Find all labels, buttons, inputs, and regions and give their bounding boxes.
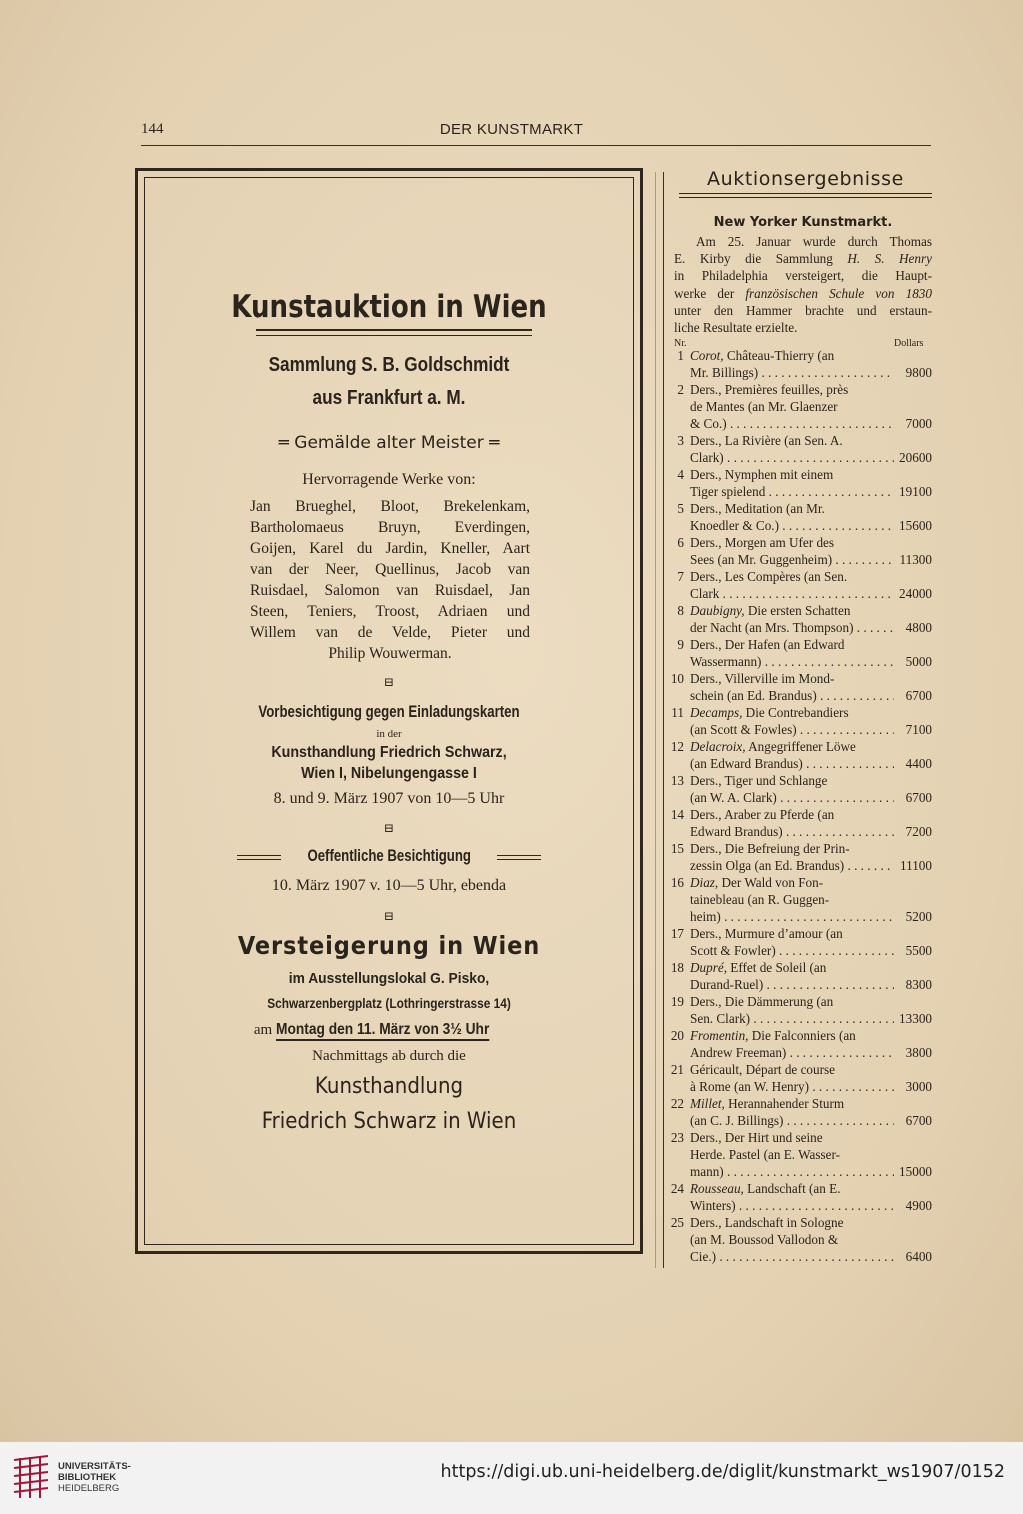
lot-line-with-leaders <box>690 908 894 925</box>
lot-description <box>690 772 894 806</box>
lot-entry <box>664 840 934 874</box>
lot-price: 3000 <box>905 1079 932 1094</box>
lot-price: 4400 <box>905 756 932 771</box>
public-title: Oeffentliche Besichtigung <box>307 847 471 865</box>
artists-line: Jan Brueghel, Bloot, Brekelenkam, <box>250 498 530 515</box>
lot-line-with-leaders <box>690 942 894 959</box>
lot-price: 6700 <box>905 688 932 703</box>
lot-text: Knoedler & Co.) <box>690 518 779 533</box>
source-url-link[interactable]: https://digi.ub.uni-heidelberg.de/diglit/kunstmarkt_ws1907/0152 <box>440 1462 1005 1482</box>
lot-number: 17 <box>670 926 684 941</box>
lot-text: Ders., Tiger und Schlange <box>690 773 828 788</box>
lot-description <box>690 636 894 670</box>
lot-text: der Nacht (an Mrs. Thompson) <box>690 620 854 635</box>
auction-title: Versteigerung in Wien <box>237 931 541 960</box>
lot-entry <box>664 636 934 670</box>
page-number: 144 <box>141 121 164 137</box>
lot-price: 19100 <box>899 484 932 499</box>
lot-line <box>690 670 894 687</box>
lot-text: Ders., Nymphen mit einem <box>690 467 834 482</box>
lot-line <box>690 993 894 1010</box>
library-logo-icon <box>10 1452 52 1502</box>
lot-line <box>690 347 894 364</box>
lot-description <box>690 993 894 1027</box>
ad-title: Kunstauktion in Wien <box>231 289 547 325</box>
intro-italic: französischen Schule von 1830 <box>745 285 932 301</box>
lot-artist: Millet, <box>690 1096 725 1111</box>
lot-number: 16 <box>670 875 684 890</box>
lot-line-with-leaders <box>690 1078 894 1095</box>
section-heading-text: Gemälde alter Meister <box>294 433 484 453</box>
lot-text: Ders., Meditation (an Mr. <box>690 501 825 516</box>
deco-rule <box>497 855 541 860</box>
lot-line-with-leaders <box>690 449 894 466</box>
separator-icon: ⊟ <box>383 675 395 689</box>
lot-line-with-leaders <box>690 1197 894 1214</box>
lot-description <box>690 1129 894 1180</box>
public-dates: 10. März 1907 v. 10—5 Uhr, ebenda <box>271 877 507 894</box>
auction-date: Montag den 11. März von 3½ Uhr <box>276 1021 489 1041</box>
dealer-line-2: Wien I, Nibelungengasse I <box>301 765 477 782</box>
lot-line <box>690 925 894 942</box>
intro-line <box>674 250 932 267</box>
results-intro <box>674 233 932 336</box>
lot-line-with-leaders <box>690 517 894 534</box>
lot-text: Sen. Clark) <box>690 1011 751 1026</box>
lot-line <box>690 738 894 755</box>
venue-line-2: Schwarzenbergplatz (Lothringerstrasse 14) <box>267 996 511 1011</box>
lot-line-with-leaders <box>690 789 894 806</box>
intro-line: Am 25. Januar wurde durch Thomas <box>696 234 932 249</box>
lot-line: tainebleau (an R. Guggen- <box>690 892 830 907</box>
lot-line <box>690 534 894 551</box>
lot-number: 3 <box>677 433 684 448</box>
lot-description <box>690 500 894 534</box>
lot-line-with-leaders <box>690 1163 894 1180</box>
lot-entry <box>664 959 934 993</box>
lot-text: & Co.) <box>690 416 727 431</box>
lot-price: 6700 <box>905 1113 932 1128</box>
lot-line-with-leaders <box>690 857 894 874</box>
lot-number: 9 <box>677 637 684 652</box>
lot-number: 19 <box>670 994 684 1009</box>
lot-price: 4900 <box>905 1198 932 1213</box>
footer-bar <box>0 1442 1023 1514</box>
intro-line <box>674 285 932 302</box>
lot-number: 24 <box>670 1181 684 1196</box>
lot-line <box>690 806 894 823</box>
works-intro: Hervorragende Werke von: <box>302 471 476 488</box>
lot-price: 5200 <box>905 909 932 924</box>
lot-text: Durand-Ruel) <box>690 977 764 992</box>
lot-line: Herde. Pastel (an E. Wasser- <box>690 1147 841 1162</box>
lot-number: 5 <box>677 501 684 516</box>
lot-line-with-leaders <box>690 1248 894 1265</box>
lot-text: Winters) <box>690 1198 736 1213</box>
lot-number: 18 <box>670 960 684 975</box>
lot-text: à Rome (an W. Henry) <box>690 1079 810 1094</box>
lot-description <box>690 806 894 840</box>
results-title-rule <box>679 193 932 198</box>
lot-text: Ders., Der Hafen (an Edward <box>690 637 845 652</box>
lot-entry <box>664 466 934 500</box>
auction-am: am <box>253 1022 273 1038</box>
lot-number: 8 <box>677 603 684 618</box>
lot-line <box>690 1061 894 1078</box>
auction-advertisement <box>135 168 643 1254</box>
lot-entry <box>664 347 934 381</box>
lot-text: Ders., La Rivière (an Sen. A. <box>690 433 843 448</box>
lot-text: (an Edward Brandus) <box>690 756 803 771</box>
library-name <box>58 1461 131 1494</box>
lot-line-with-leaders <box>690 823 894 840</box>
lot-number: 20 <box>670 1028 684 1043</box>
lot-text: Effet de Soleil (an <box>727 960 827 975</box>
section-heading: ═ Gemälde alter Meister ═ <box>278 433 500 453</box>
lot-line <box>690 381 894 398</box>
afternoon-line: Nachmittags ab durch die <box>312 1048 466 1064</box>
lot-text: Scott & Fowler) <box>690 943 776 958</box>
lot-number: 14 <box>670 807 684 822</box>
lot-price: 20600 <box>899 450 932 465</box>
artists-line-last: Philip Wouwerman. <box>328 645 452 662</box>
lot-price: 7200 <box>905 824 932 839</box>
lot-line <box>690 636 894 653</box>
collection-line-2: aus Frankfurt a. M. <box>312 387 466 409</box>
lot-description <box>690 704 894 738</box>
lot-description <box>690 840 894 874</box>
lot-line-with-leaders <box>690 585 894 602</box>
lot-entry <box>664 1214 934 1265</box>
lot-price: 9800 <box>905 365 932 380</box>
lot-text: Ders., Villerville im Mond- <box>690 671 835 686</box>
library-name-line: HEIDELBERG <box>58 1483 120 1494</box>
lot-line <box>690 840 894 857</box>
lot-number: 7 <box>677 569 684 584</box>
lot-text: Mr. Billings) <box>690 365 759 380</box>
lot-line-with-leaders <box>690 755 894 772</box>
lot-entry <box>664 1027 934 1061</box>
lot-text: Château-Thierry (an <box>723 348 835 363</box>
lot-price: 13300 <box>899 1011 932 1026</box>
lot-artist: Daubigny, <box>690 603 745 618</box>
lot-line <box>690 1180 894 1197</box>
lot-text: Ders., Die Dämmerung (an <box>690 994 834 1009</box>
lot-description <box>690 1214 894 1265</box>
intro-line: unter den Hammer brachte und erstaun- <box>674 302 932 318</box>
intro-text: werke der <box>674 285 746 301</box>
lot-description <box>690 1180 894 1214</box>
lot-text: Ders., Der Hirt und seine <box>690 1130 823 1145</box>
lot-price: 8300 <box>905 977 932 992</box>
lot-text: Ders., Die Befreiung der Prin- <box>690 841 850 856</box>
running-title: DER KUNSTMARKT <box>439 121 584 138</box>
lot-text: Wassermann) <box>690 654 762 669</box>
lot-line <box>690 704 894 721</box>
lot-description <box>690 602 894 636</box>
lot-text: Tiger spielend <box>690 484 766 499</box>
lot-entry <box>664 1095 934 1129</box>
lot-line-with-leaders <box>690 1044 894 1061</box>
artists-line: Ruisdael, Salomon van Ruisdael, Jan <box>250 582 530 599</box>
artists-paragraph <box>250 496 530 664</box>
lot-line-with-leaders <box>690 1112 894 1129</box>
artists-line: Goijen, Karel du Jardin, Kneller, Aart <box>250 540 530 557</box>
lot-entry <box>664 874 934 925</box>
lot-text: Die Contrebandiers <box>742 705 849 720</box>
lot-entry <box>664 500 934 534</box>
preview-in: in der <box>376 728 402 740</box>
column-header-dollars: Dollars <box>894 338 924 349</box>
lot-text: Herannahender Sturm <box>724 1096 845 1111</box>
dealer-line-1: Kunsthandlung Friedrich Schwarz, <box>271 744 507 761</box>
lot-price: 4800 <box>905 620 932 635</box>
intro-line: in Philadelphia versteigert, die Haupt- <box>674 268 932 284</box>
lot-line <box>690 1214 894 1231</box>
lot-text: Landschaft (an E. <box>743 1181 841 1196</box>
library-name-line: UNIVERSITÄTS- <box>58 1461 131 1472</box>
preview-dates: 8. und 9. März 1907 von 10—5 Uhr <box>273 790 505 807</box>
lot-entry <box>664 1180 934 1214</box>
lot-price: 7000 <box>905 416 932 431</box>
lot-number: 10 <box>670 671 684 686</box>
lot-entry <box>664 568 934 602</box>
lot-text: mann) <box>690 1164 724 1179</box>
lot-entry <box>664 432 934 466</box>
lot-text: Edward Brandus) <box>690 824 783 839</box>
lot-description <box>690 568 894 602</box>
lot-number: 15 <box>670 841 684 856</box>
lot-artist: Diaz, <box>690 875 719 890</box>
lot-line <box>690 772 894 789</box>
lot-text: zessin Olga (an Ed. Brandus) <box>690 858 845 873</box>
lot-description <box>690 347 894 381</box>
lot-text: Angegriffener Löwe <box>745 739 856 754</box>
lot-text: (an W. A. Clark) <box>690 790 777 805</box>
lot-text: Ders., Premières feuilles, près <box>690 382 849 397</box>
lot-line <box>690 568 894 585</box>
lot-number: 2 <box>677 382 684 397</box>
intro-italic: H. S. Henry <box>847 251 932 267</box>
preview-title: Vorbesichtigung gegen Einladungskarten <box>258 702 520 721</box>
lot-text: (an C. J. Billings) <box>690 1113 784 1128</box>
lot-text: Ders., Araber zu Pferde (an <box>690 807 835 822</box>
lot-price: 15000 <box>899 1164 932 1179</box>
results-subtitle: New Yorker Kunstmarkt. <box>713 215 893 230</box>
lot-text: heim) <box>690 909 721 924</box>
lot-text: Géricault, Départ de course <box>690 1062 835 1077</box>
separator-icon: ⊟ <box>383 821 395 835</box>
lot-number: 12 <box>670 739 684 754</box>
lot-text: Sees (an Mr. Guggenheim) <box>690 552 833 567</box>
lot-artist: Corot, <box>690 348 724 363</box>
lot-entry <box>664 993 934 1027</box>
lot-description <box>690 925 894 959</box>
lot-line <box>690 432 894 449</box>
lot-price: 24000 <box>899 586 932 601</box>
lot-line <box>690 1095 894 1112</box>
lot-text: Die Falconniers (an <box>748 1028 856 1043</box>
results-title: Auktionsergebnisse <box>707 168 904 190</box>
lot-number: 21 <box>670 1062 684 1077</box>
lot-artist: Fromentin, <box>690 1028 749 1043</box>
artists-line: Willem van de Velde, Pieter und <box>250 624 530 641</box>
lot-entry <box>664 772 934 806</box>
lot-number: 11 <box>671 705 684 720</box>
lot-artist: Decamps, <box>690 705 743 720</box>
lot-entry <box>664 602 934 636</box>
lot-description <box>690 670 894 704</box>
lot-description <box>690 466 894 500</box>
lot-text: Ders., Murmure d’amour (an <box>690 926 843 941</box>
column-divider <box>655 172 656 1268</box>
lot-number: 6 <box>677 535 684 550</box>
lot-entry <box>664 670 934 704</box>
lot-line <box>690 874 894 891</box>
intro-line: liche Resultate erzielte. <box>674 320 798 336</box>
lot-price: 6400 <box>905 1249 932 1264</box>
lot-line-with-leaders <box>690 483 894 500</box>
lot-price: 7100 <box>905 722 932 737</box>
venue-line-1: im Ausstellungslokal G. Pisko, <box>288 970 490 987</box>
lot-number: 13 <box>670 773 684 788</box>
lot-description <box>690 1027 894 1061</box>
lot-number: 4 <box>677 467 684 482</box>
lot-text: Clark) <box>690 450 724 465</box>
lot-description <box>690 534 894 568</box>
lot-text: Cie.) <box>690 1249 717 1264</box>
lot-description <box>690 432 894 466</box>
lot-entry <box>664 381 934 432</box>
closing-line-2: Friedrich Schwarz in Wien <box>261 1109 517 1134</box>
lot-line-with-leaders <box>690 653 894 670</box>
lot-description <box>690 738 894 772</box>
lot-number: 22 <box>670 1096 684 1111</box>
lot-line-with-leaders <box>690 976 894 993</box>
lot-price: 3800 <box>905 1045 932 1060</box>
lot-text: Clark <box>690 586 720 601</box>
lot-price: 11300 <box>899 552 932 567</box>
lot-line <box>690 602 894 619</box>
separator-icon: ⊟ <box>383 909 395 923</box>
intro-text: E. Kirby die Sammlung <box>674 251 848 267</box>
collection-line-1: Sammlung S. B. Goldschmidt <box>268 354 510 376</box>
lot-entry <box>664 534 934 568</box>
lot-text: Ders., Morgen am Ufer des <box>690 535 835 550</box>
lot-line-with-leaders <box>690 619 894 636</box>
lot-line-with-leaders <box>690 364 894 381</box>
lot-line-with-leaders <box>690 721 894 738</box>
lot-description <box>690 1061 894 1095</box>
column-header-nr: Nr. <box>674 338 687 349</box>
lot-entry <box>664 704 934 738</box>
lot-price: 6700 <box>905 790 932 805</box>
lot-artist: Dupré, <box>690 960 727 975</box>
lot-line <box>690 1027 894 1044</box>
lot-artist: Rousseau, <box>690 1181 744 1196</box>
lot-price: 11100 <box>900 858 932 873</box>
lot-description <box>690 1095 894 1129</box>
lot-number: 1 <box>677 348 684 363</box>
auction-date-line <box>138 1021 640 1041</box>
lot-artist: Delacroix, <box>690 739 746 754</box>
lot-entry <box>664 1061 934 1095</box>
lot-line: de Mantes (an Mr. Glaenzer <box>690 399 838 414</box>
lot-text: schein (an Ed. Brandus) <box>690 688 817 703</box>
lot-price: 5000 <box>905 654 932 669</box>
lot-text: Ders., Landschaft in Sologne <box>690 1215 844 1230</box>
lot-text: Der Wald von Fon- <box>718 875 824 890</box>
lot-entry <box>664 806 934 840</box>
header-rule <box>141 145 931 146</box>
lot-price: 15600 <box>899 518 932 533</box>
artists-line: van der Neer, Quellinus, Jacob van <box>250 561 530 578</box>
ad-title-rule <box>256 329 532 336</box>
lot-line-with-leaders <box>690 551 894 568</box>
lot-entry <box>664 925 934 959</box>
lot-line <box>690 1129 894 1146</box>
lot-number: 23 <box>670 1130 684 1145</box>
lot-line: (an M. Boussod Vallodon & <box>690 1232 839 1247</box>
lot-line <box>690 959 894 976</box>
lot-text: Andrew Freeman) <box>690 1045 787 1060</box>
lot-number: 25 <box>670 1215 684 1230</box>
lot-text: (an Scott & Fowles) <box>690 722 797 737</box>
closing-line-1: Kunsthandlung <box>314 1074 464 1099</box>
lot-line-with-leaders <box>690 415 894 432</box>
lot-line <box>690 500 894 517</box>
lot-entry <box>664 1129 934 1180</box>
lot-line <box>690 466 894 483</box>
lot-description <box>690 381 894 432</box>
artists-line: Steen, Teniers, Troost, Adriaen und <box>250 603 530 620</box>
lot-line-with-leaders <box>690 1010 894 1027</box>
lot-description <box>690 959 894 993</box>
lot-description <box>690 874 894 925</box>
deco-rule <box>237 855 281 860</box>
public-viewing-heading <box>138 847 640 866</box>
lot-line-with-leaders <box>690 687 894 704</box>
lot-entry <box>664 738 934 772</box>
library-name-line: BIBLIOTHEK <box>58 1472 117 1483</box>
lot-price: 5500 <box>905 943 932 958</box>
lot-text: Die ersten Schatten <box>744 603 851 618</box>
artists-line: Bartholomaeus Bruyn, Everdingen, <box>250 519 530 536</box>
lot-text: Ders., Les Compères (an Sen. <box>690 569 848 584</box>
